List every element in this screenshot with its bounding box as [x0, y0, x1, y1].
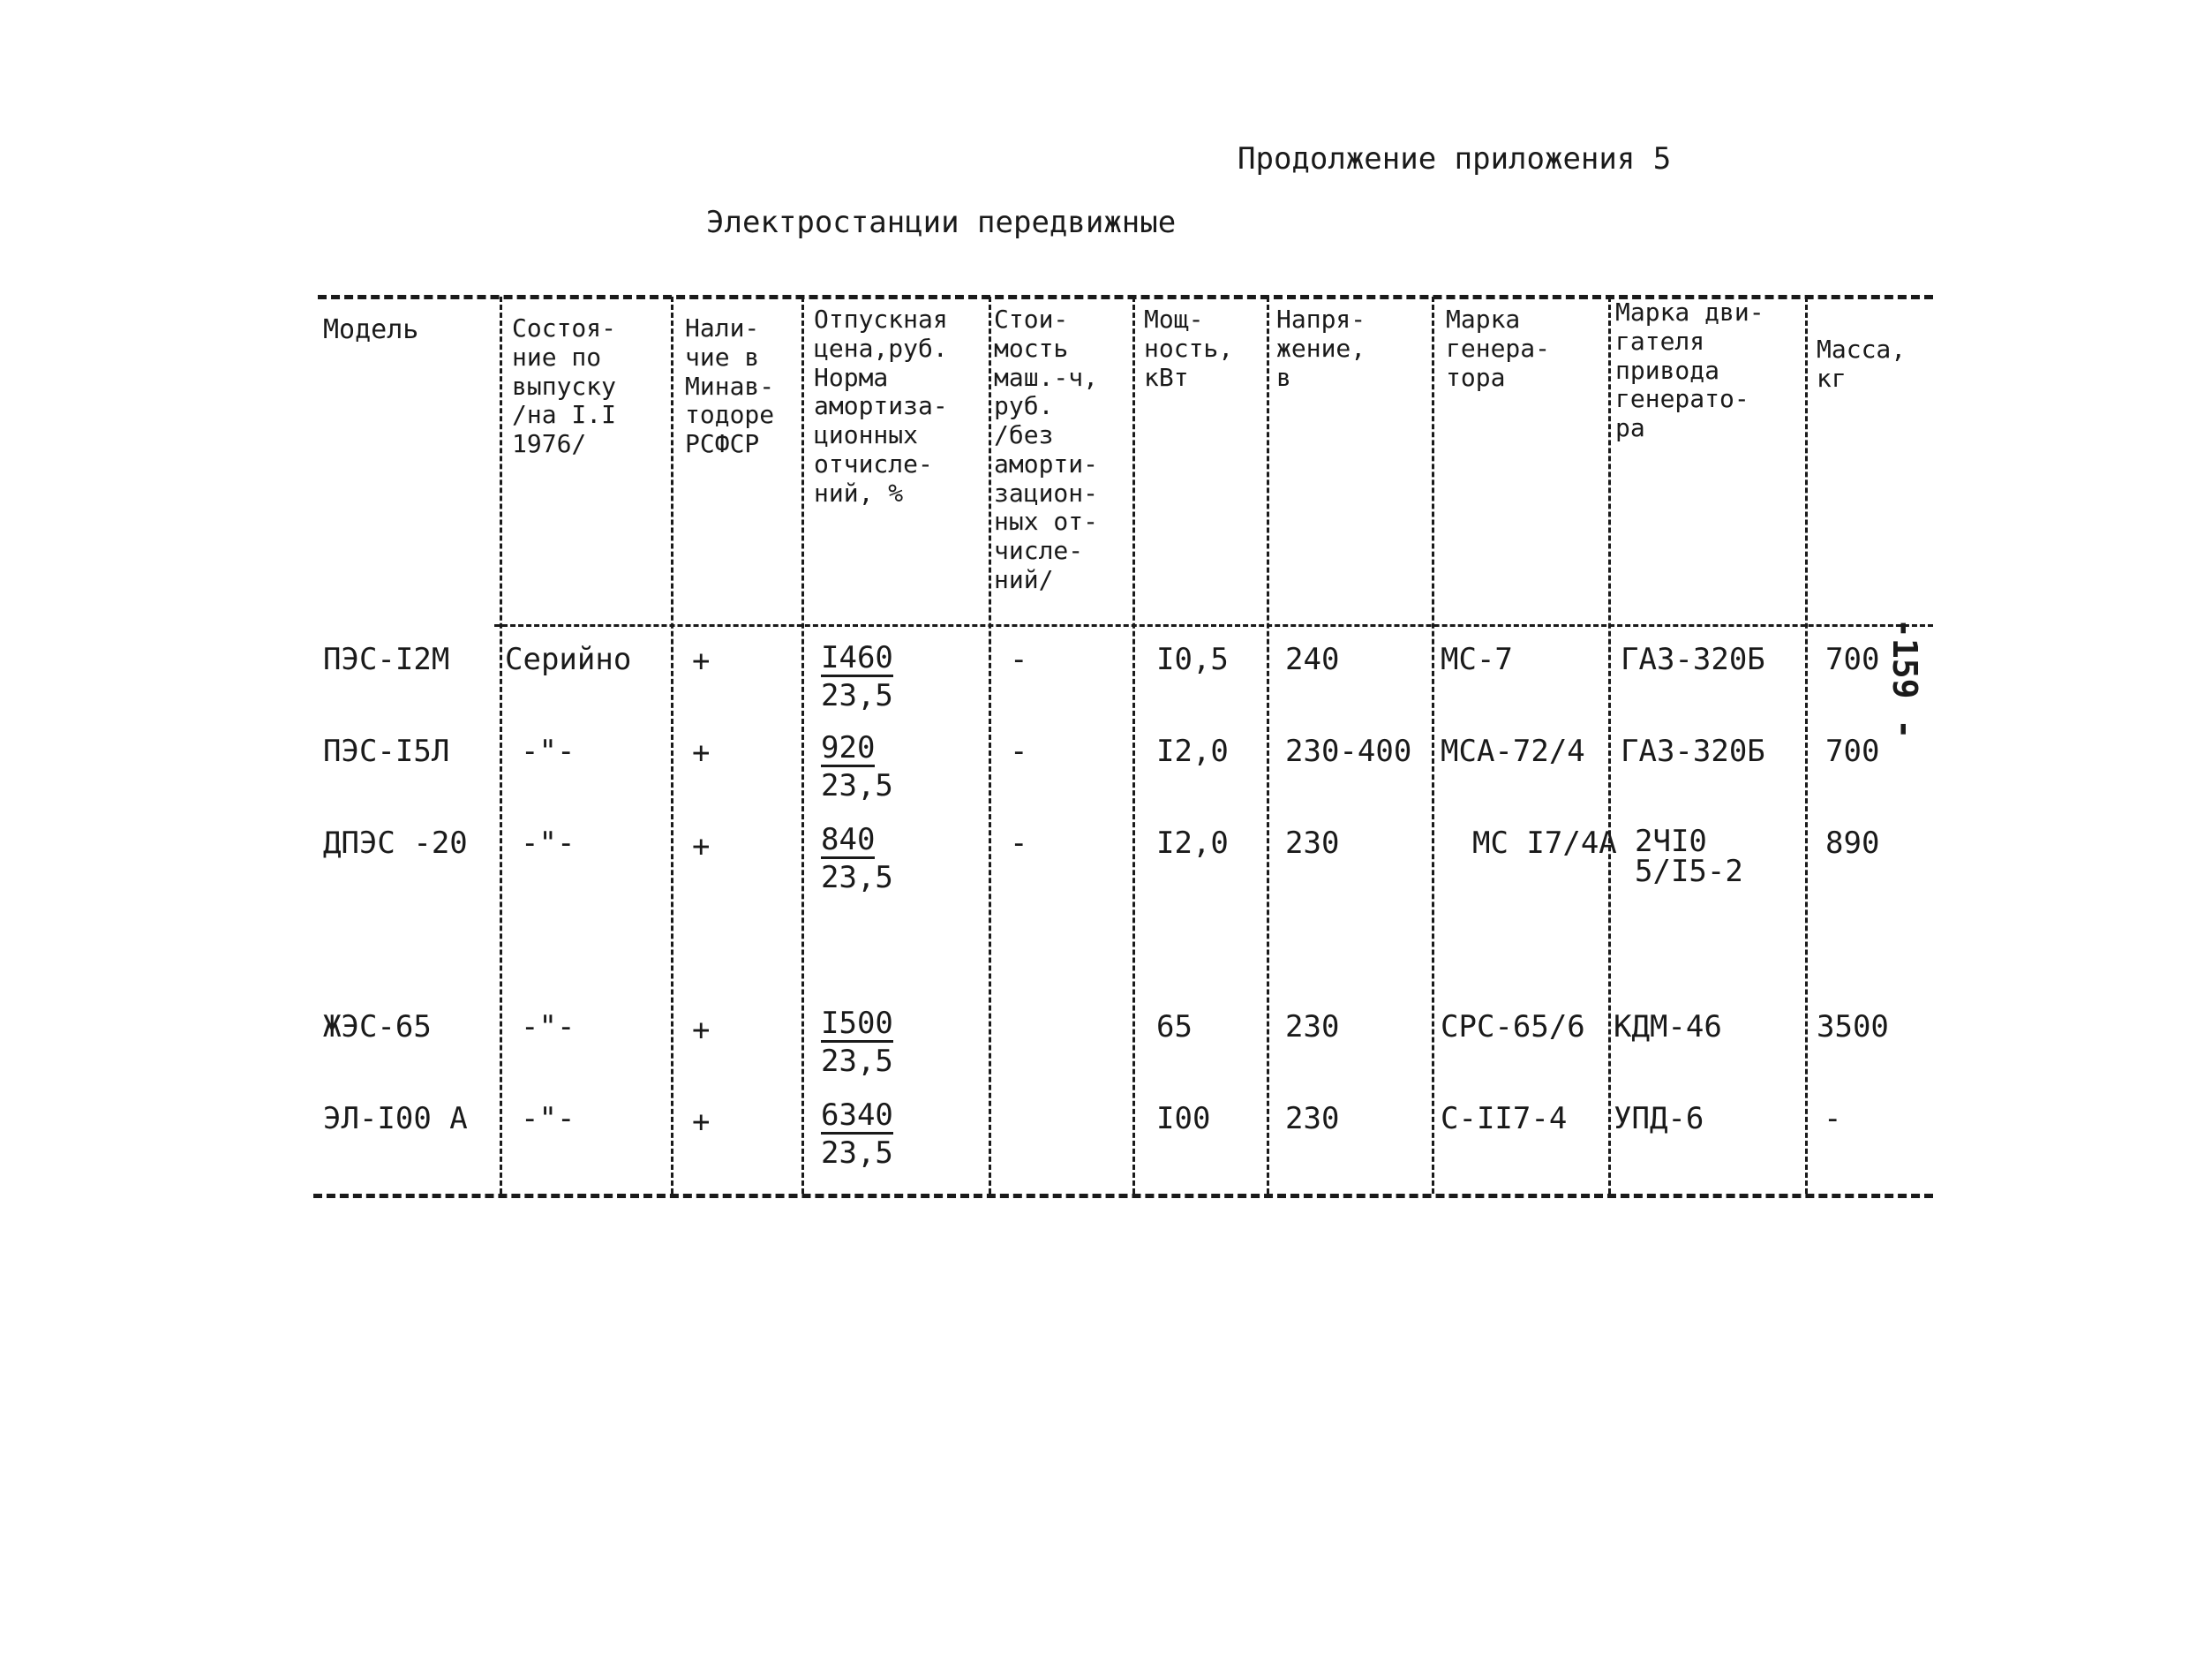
column-header: Мощ- ность, кВт: [1144, 305, 1234, 392]
column-divider: [1267, 297, 1269, 1194]
amortization-norm: 23,5: [821, 768, 893, 803]
column-divider: [1432, 297, 1434, 1194]
cell-model: ПЭС-I5Л: [323, 734, 450, 769]
price-value: I460: [821, 640, 893, 675]
cell-price-norm: [821, 822, 893, 895]
cell-price-norm: [821, 730, 893, 803]
column-divider: [1608, 297, 1611, 1194]
amortization-norm: 23,5: [821, 860, 893, 895]
cell-cost: -: [1010, 826, 1028, 861]
column-divider: [500, 297, 502, 1194]
cell-status: -"-: [521, 1009, 576, 1044]
column-divider: [671, 297, 673, 1194]
cell-voltage: 230: [1285, 826, 1340, 861]
price-value: 840: [821, 822, 876, 857]
page-number: -159 -: [1885, 618, 1924, 740]
cell-generator: СРС-65/6: [1441, 1009, 1585, 1044]
column-header: Марка генера- тора: [1446, 305, 1551, 392]
cell-model: ДПЭС -20: [323, 826, 468, 861]
column-header: Масса, кг: [1817, 335, 1907, 393]
cell-power: I00: [1156, 1101, 1211, 1136]
cell-voltage: 240: [1285, 642, 1340, 677]
cell-status: Серийно: [505, 642, 632, 677]
cell-cost: -: [1010, 642, 1028, 677]
cell-generator: МСА-72/4: [1441, 734, 1585, 769]
cell-cost: -: [1010, 734, 1028, 769]
cell-model: ЖЭС-65: [323, 1009, 432, 1044]
header-bottom-rule: [494, 624, 1933, 627]
cell-mass: 700: [1825, 642, 1880, 677]
cell-model: ПЭС-I2М: [323, 642, 450, 677]
cell-status: -"-: [521, 734, 576, 769]
cell-mass: 890: [1825, 826, 1880, 861]
column-divider: [989, 297, 991, 1194]
cell-engine: 2ЧI0 5/I5-2: [1635, 824, 1743, 889]
price-value: I500: [821, 1006, 893, 1041]
amortization-norm: 23,5: [821, 1135, 893, 1171]
cell-generator: МС-7: [1441, 642, 1513, 677]
cell-availability: +: [692, 735, 711, 771]
column-divider: [1805, 297, 1808, 1194]
continuation-label: Продолжение приложения 5: [1238, 141, 1672, 177]
column-divider: [1132, 297, 1135, 1194]
cell-voltage: 230-400: [1285, 734, 1412, 769]
column-header: Стои- мость маш.-ч, руб. /без аморти- зацион- ных от- числе- ний/: [994, 305, 1099, 594]
cell-status: -"-: [521, 1101, 576, 1136]
cell-mass: 700: [1825, 734, 1880, 769]
column-header: Модель: [323, 314, 419, 345]
cell-engine: ГАЗ-320Б: [1621, 642, 1765, 677]
cell-status: -"-: [521, 826, 576, 861]
cell-engine: УПД-6: [1614, 1101, 1704, 1136]
cell-availability: +: [692, 644, 711, 679]
cell-mass: -: [1824, 1101, 1842, 1136]
cell-price-norm: [821, 1006, 893, 1079]
cell-voltage: 230: [1285, 1101, 1340, 1136]
amortization-norm: 23,5: [821, 678, 893, 713]
amortization-norm: 23,5: [821, 1044, 893, 1079]
column-header: Марка дви- гателя привода генерато- ра: [1615, 298, 1764, 442]
cell-availability: +: [692, 1013, 711, 1048]
cell-power: I2,0: [1156, 826, 1229, 861]
cell-engine: КДМ-46: [1614, 1009, 1722, 1044]
cell-availability: +: [692, 1105, 711, 1140]
cell-price-norm: [821, 1097, 893, 1171]
cell-power: 65: [1156, 1009, 1193, 1044]
cell-power: I0,5: [1156, 642, 1229, 677]
cell-model: ЭЛ-I00 А: [323, 1101, 468, 1136]
column-header: Нали- чие в Минав- тодоре РСФСР: [685, 313, 775, 458]
column-header: Напря- жение, в: [1276, 305, 1366, 392]
column-divider: [801, 297, 804, 1194]
table-bottom-rule: [313, 1194, 1933, 1198]
cell-price-norm: [821, 640, 893, 713]
cell-generator: С-II7-4: [1441, 1101, 1568, 1136]
price-value: 6340: [821, 1097, 893, 1133]
column-header: Состоя- ние по выпуску /на I.I 1976/: [512, 313, 617, 458]
table-title: Электростанции передвижные: [706, 205, 1177, 240]
cell-voltage: 230: [1285, 1009, 1340, 1044]
price-value: 920: [821, 730, 876, 765]
cell-mass: 3500: [1817, 1009, 1889, 1044]
cell-engine: ГАЗ-320Б: [1621, 734, 1765, 769]
cell-availability: +: [692, 829, 711, 864]
column-header: Отпускная цена,руб. Норма амортиза- ционных отчисле- ний, %: [814, 305, 948, 508]
cell-power: I2,0: [1156, 734, 1229, 769]
cell-generator: МС I7/4А: [1472, 826, 1617, 861]
